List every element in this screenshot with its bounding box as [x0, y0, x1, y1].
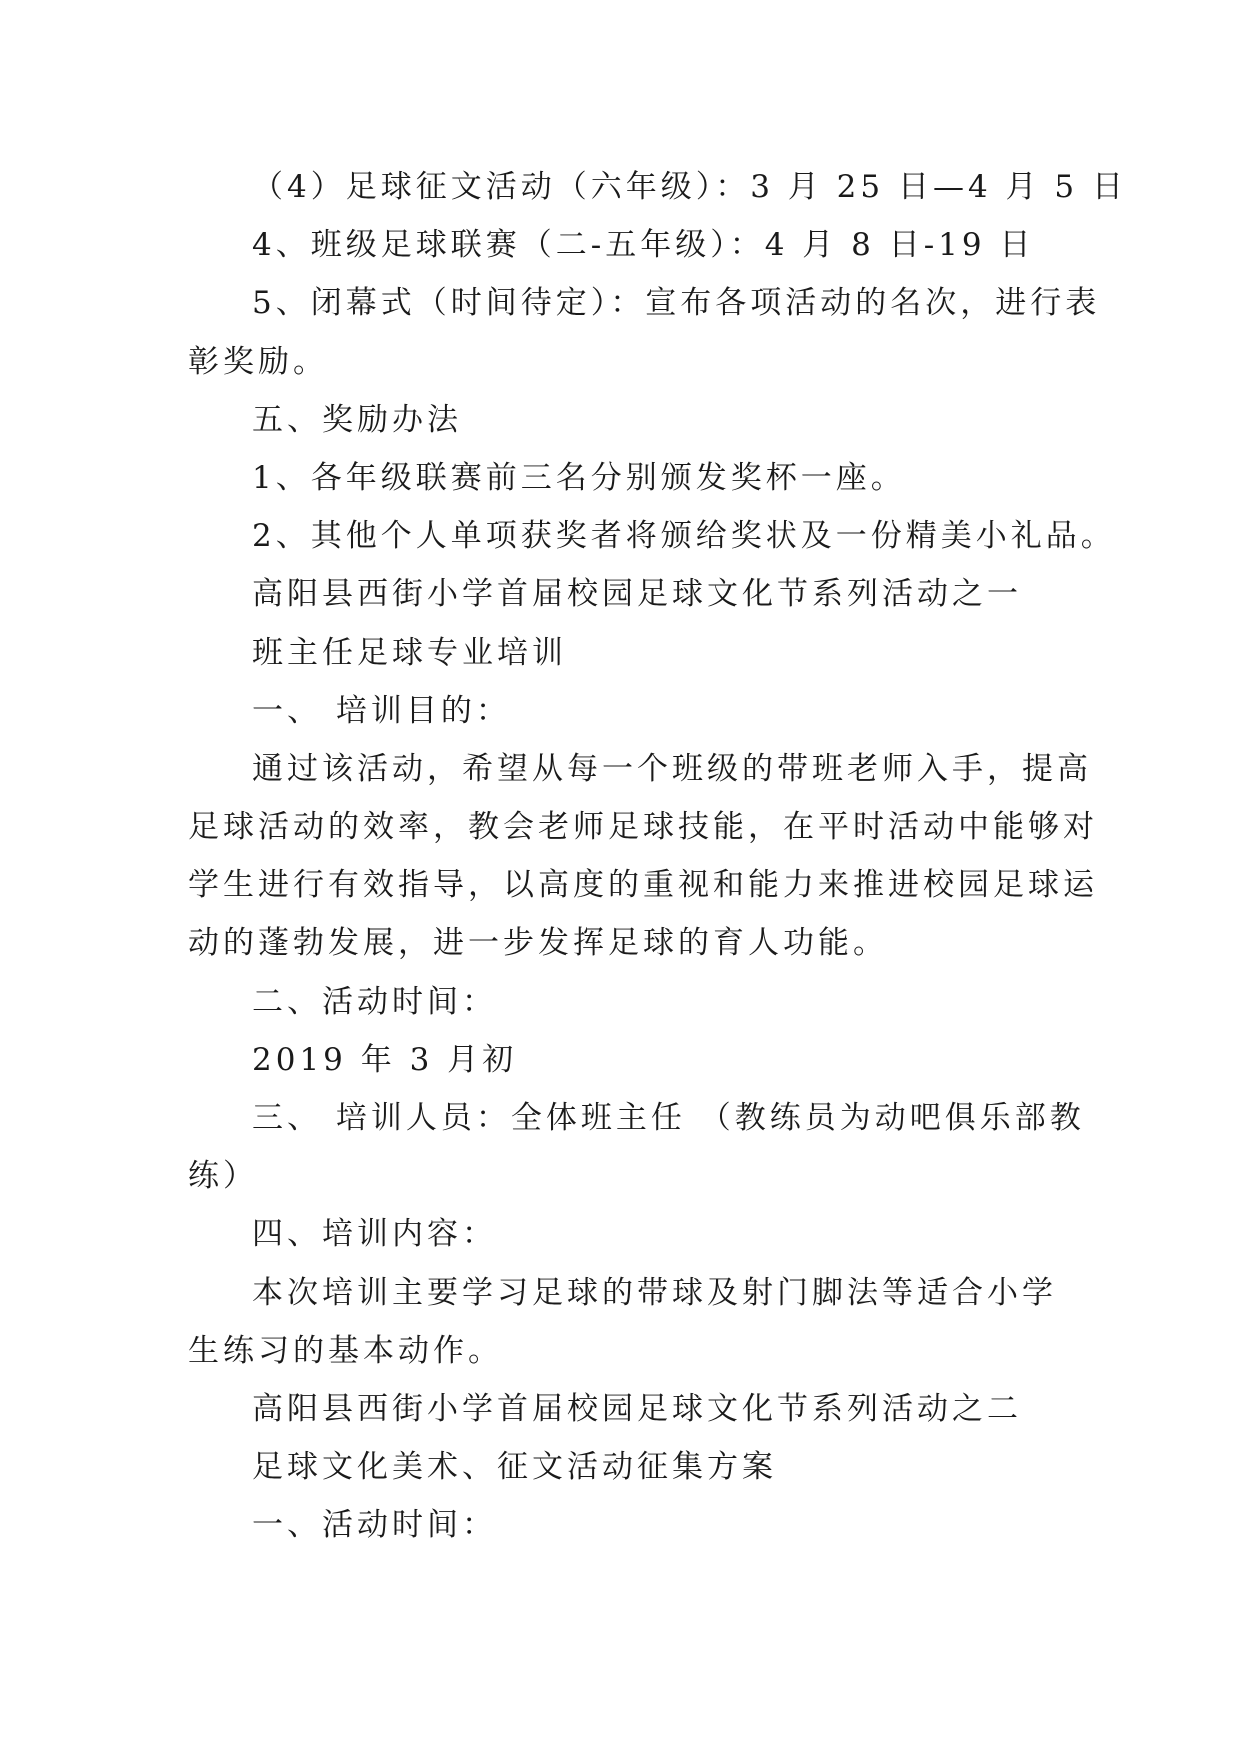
section-heading-content: 四、培训内容： [252, 1216, 497, 1253]
award-item-2: 2、其他个人单项获奖者将颁给奖状及一份精美小礼品。 [252, 518, 1116, 555]
document-body [188, 158, 1127, 1555]
activity-title-training: 班主任足球专业培训 [252, 634, 567, 671]
award-item-1: 1、各年级联赛前三名分别颁发奖杯一座。 [252, 459, 906, 496]
section-heading-time-2: 一、活动时间： [252, 1507, 497, 1544]
paragraph-line: 练） [188, 1158, 258, 1195]
section-heading-purpose: 一、 培训目的： [252, 692, 511, 729]
paragraph-line: 通过该活动，希望从每一个班级的带班老师入手，提高 [252, 750, 1092, 787]
paragraph-line: 本次培训主要学习足球的带球及射门脚法等适合小学 [252, 1274, 1057, 1311]
schedule-item-class-league: 4、班级足球联赛（二-五年级）：4 月 8 日-19 日 [252, 227, 1035, 264]
activity-date: 2019 年 3 月初 [252, 1041, 518, 1078]
section-heading-personnel: 三、 培训人员：全体班主任 （教练员为动吧俱乐部教 [252, 1100, 1085, 1136]
series-title-1: 高阳县西街小学首届校园足球文化节系列活动之一 [252, 576, 1022, 613]
section-heading-time: 二、活动时间： [252, 983, 497, 1020]
section-heading-awards: 五、奖励办法 [252, 401, 462, 438]
series-title-2: 高阳县西街小学首届校园足球文化节系列活动之二 [252, 1390, 1022, 1427]
activity-title-art-essay: 足球文化美术、征文活动征集方案 [252, 1449, 777, 1486]
paragraph-line: 动的蓬勃发展，进一步发挥足球的育人功能。 [188, 925, 888, 962]
paragraph-line: 足球活动的效率，教会老师足球技能，在平时活动中能够对 [188, 809, 1098, 846]
schedule-item-closing-cont: 彰奖励。 [188, 343, 328, 380]
schedule-item-closing: 5、闭幕式（时间待定）：宣布各项活动的名次，进行表 [252, 285, 1101, 322]
paragraph-line: 生练习的基本动作。 [188, 1332, 503, 1369]
paragraph-line: 学生进行有效指导，以高度的重视和能力来推进校园足球运 [188, 867, 1098, 904]
schedule-item-essay: （4）足球征文活动（六年级）：3 月 25 日—4 月 5 日 [252, 169, 1127, 205]
